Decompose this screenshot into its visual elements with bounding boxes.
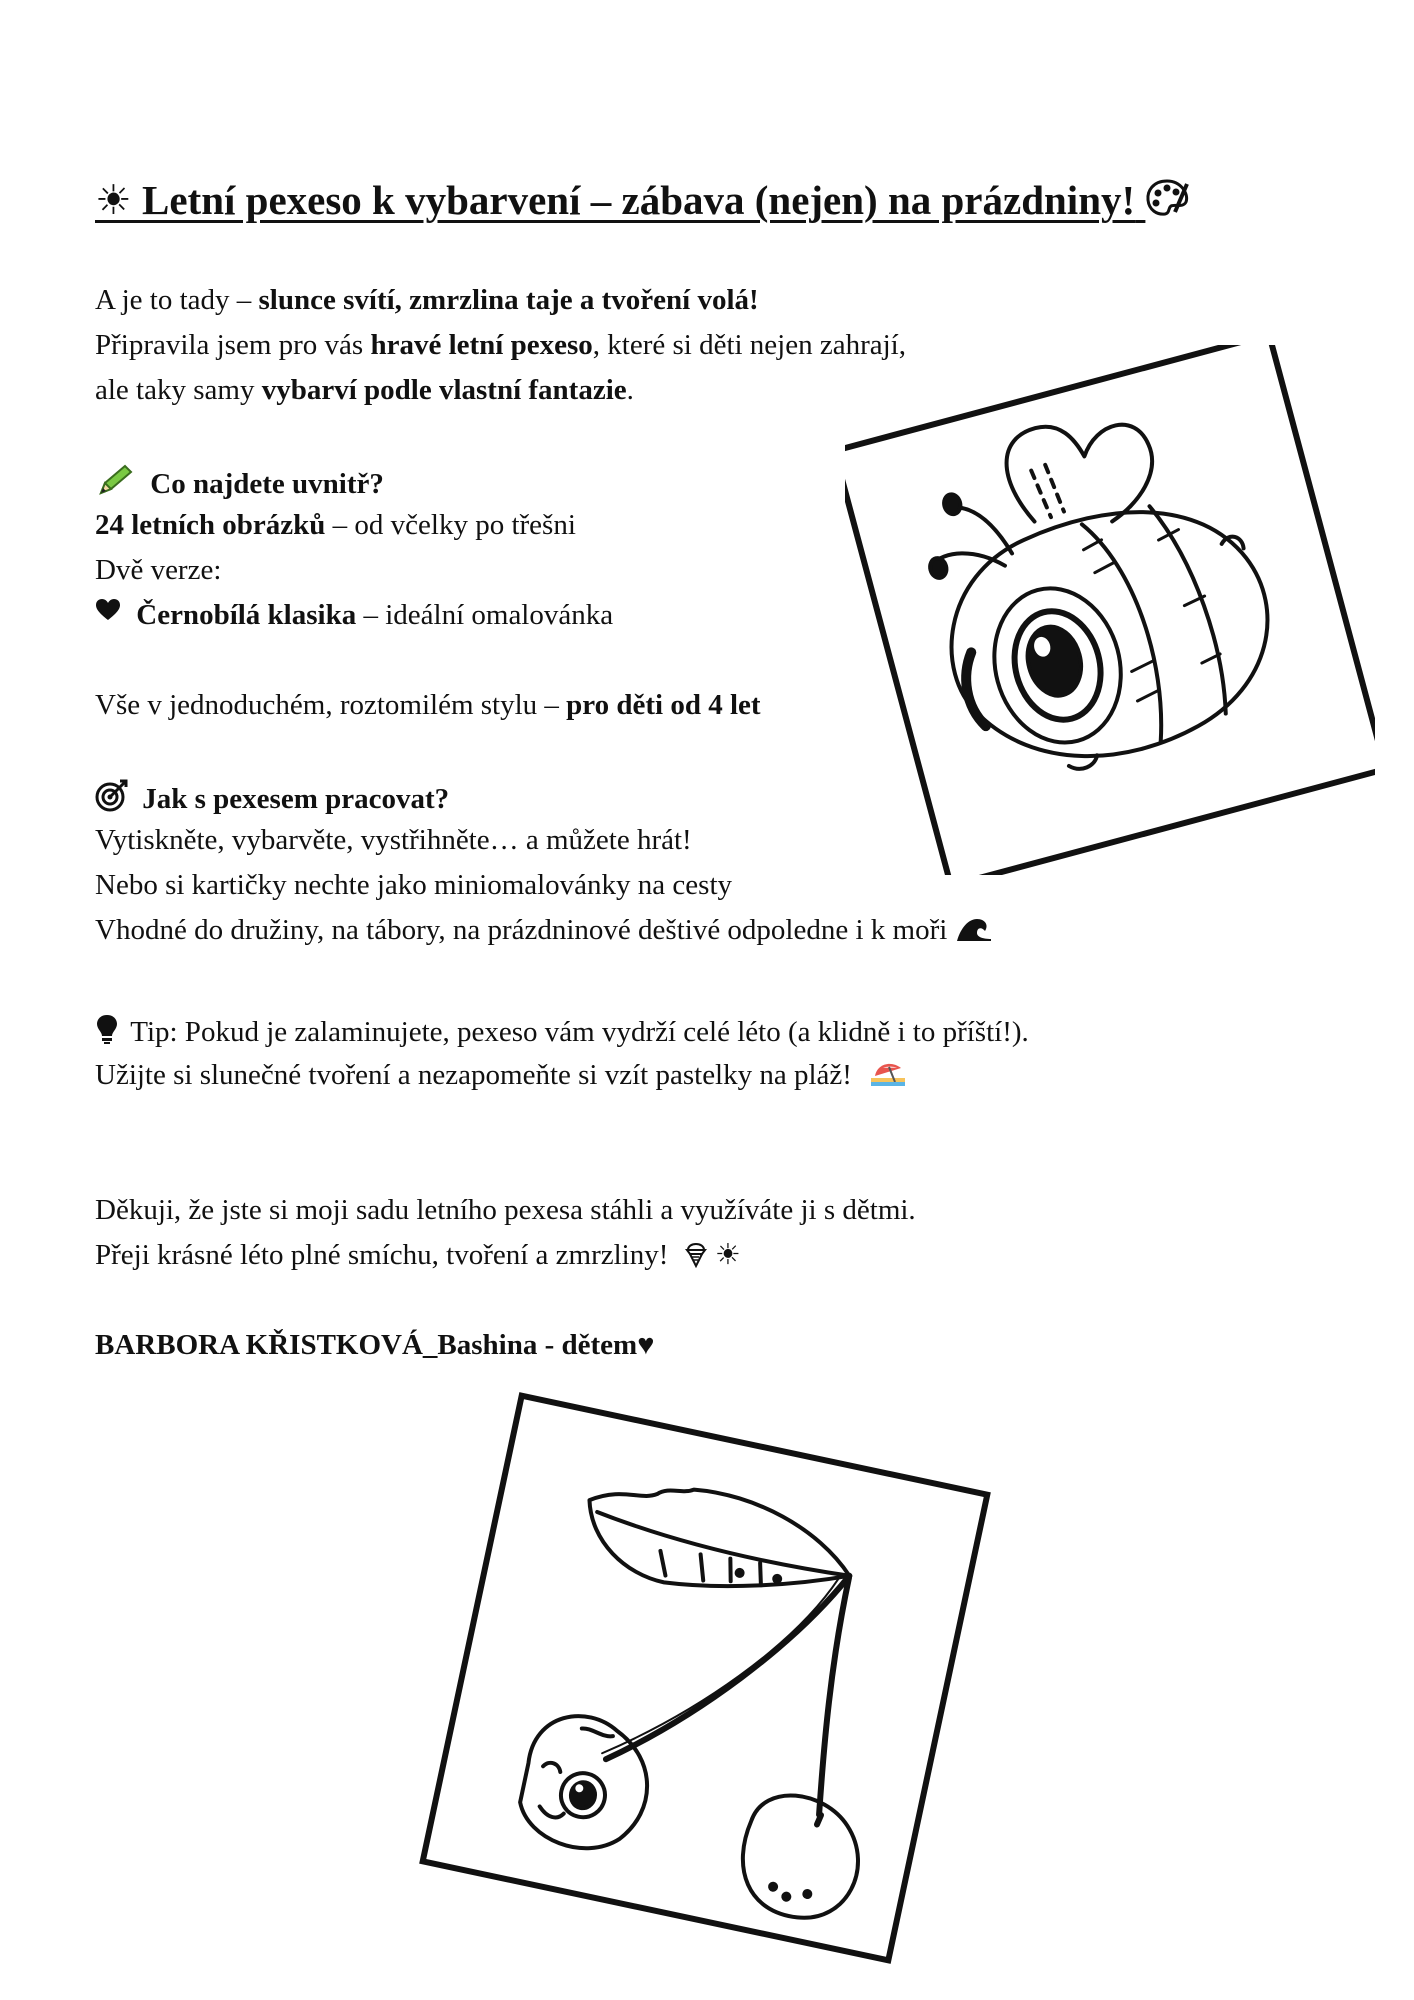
tip-text: Užijte si slunečné tvoření a nezapomeňte si vzít pastelky na pláž! bbox=[95, 1059, 852, 1091]
intro-text: , které si děti nejen zahrají, bbox=[592, 329, 906, 361]
inside-line-4 bbox=[95, 688, 761, 723]
palette-icon bbox=[1145, 178, 1189, 218]
howto-heading-text: Jak s pexesem pracovat? bbox=[142, 783, 450, 815]
wave-icon bbox=[955, 915, 993, 943]
intro-line-3 bbox=[95, 373, 634, 408]
inside-heading bbox=[95, 463, 384, 502]
thanks-line-1: Děkuji, že jste si moji sadu letního pexesa stáhli a využíváte ji s dětmi. bbox=[95, 1194, 916, 1226]
target-icon bbox=[95, 778, 129, 812]
inside-line-3 bbox=[95, 598, 613, 633]
intro-bold: hravé letní pexeso bbox=[370, 329, 593, 361]
intro-text: . bbox=[626, 374, 634, 406]
howto-text: Vhodné do družiny, na tábory, na prázdninové deštivé odpoledne i k moři bbox=[95, 914, 948, 946]
tip-line-2 bbox=[95, 1058, 907, 1093]
tip-line-1 bbox=[95, 1013, 1029, 1050]
intro-text: ale taky samy bbox=[95, 374, 262, 406]
black-heart-icon bbox=[95, 598, 121, 622]
intro-bold: slunce svítí, zmrzlina taje a tvoření volá! bbox=[258, 284, 759, 316]
intro-text: Připravila jsem pro vás bbox=[95, 329, 371, 361]
inside-text: – ideální omalovánka bbox=[356, 599, 614, 631]
page-title bbox=[95, 176, 1189, 225]
intro-text: A je to tady – bbox=[95, 284, 259, 316]
beach-umbrella-icon bbox=[869, 1058, 907, 1088]
bee-coloring-card bbox=[845, 345, 1375, 875]
howto-line-3 bbox=[95, 913, 993, 948]
inside-bold: 24 letních obrázků bbox=[95, 509, 326, 541]
inside-bold: Černobílá klasika bbox=[136, 599, 357, 631]
signature-text: BARBORA KŘISTKOVÁ_Bashina - dětem♥ bbox=[95, 1329, 655, 1361]
howto-heading bbox=[95, 778, 449, 817]
sun-icon: ☀ bbox=[714, 1239, 741, 1271]
inside-line-1 bbox=[95, 508, 576, 543]
thanks-line-2 bbox=[95, 1238, 741, 1273]
inside-line-2: Dvě verze: bbox=[95, 554, 222, 586]
thanks-text: Přeji krásné léto plné smíchu, tvoření a zmrzliny! bbox=[95, 1239, 669, 1271]
inside-text: Vše v jednoduchém, roztomilém stylu – bbox=[95, 689, 567, 721]
tip-text: Tip: Pokud je zalaminujete, pexeso vám vydrží celé léto (a klidně i to příští!). bbox=[130, 1016, 1029, 1048]
signature bbox=[95, 1328, 654, 1363]
intro-line-2 bbox=[95, 328, 906, 363]
inside-bold: pro děti od 4 let bbox=[566, 689, 761, 721]
cherry-coloring-card bbox=[405, 1378, 1005, 1978]
howto-line-2: Nebo si kartičky nechte jako miniomalovánky na cesty bbox=[95, 869, 733, 901]
howto-line-1: Vytiskněte, vybarvěte, vystřihněte… a můžete hrát! bbox=[95, 824, 692, 856]
ice-cream-icon bbox=[684, 1238, 708, 1268]
lightbulb-icon bbox=[95, 1013, 119, 1045]
intro-bold: vybarví podle vlastní fantazie bbox=[261, 374, 627, 406]
pencil-icon bbox=[95, 463, 135, 497]
inside-text: – od včelky po třešni bbox=[325, 509, 576, 541]
inside-heading-text: Co najdete uvnitř? bbox=[150, 468, 384, 500]
title-text: ☀ Letní pexeso k vybarvení – zábava (nejen) na prázdniny! bbox=[95, 177, 1136, 223]
intro-line-1 bbox=[95, 283, 759, 318]
